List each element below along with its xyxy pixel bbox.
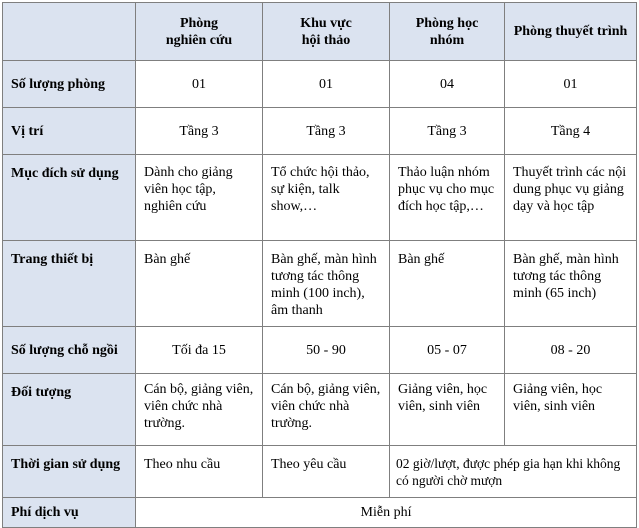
table-cell: Tối đa 15 (136, 327, 263, 374)
table-cell: Tổ chức hội thảo, sự kiện, talk show,… (263, 155, 390, 241)
col-header-group-study-room (390, 3, 505, 61)
row-label-audience: Đối tượng (3, 374, 136, 446)
table-cell: Giảng viên, học viên, sinh viên (505, 374, 637, 446)
table-cell: Bàn ghế (136, 241, 263, 327)
col-header-line: hội thảo (301, 32, 351, 48)
table-cell: 01 (136, 61, 263, 108)
table-cell: 05 - 07 (390, 327, 505, 374)
row-label-room-count: Số lượng phòng (3, 61, 136, 108)
table-cell: Dành cho giảng viên học tập, nghiên cứu (136, 155, 263, 241)
table-cell: Bàn ghế (390, 241, 505, 327)
table-cell: 02 giờ/lượt, được phép gia hạn khi không có người chờ mượn (390, 446, 637, 498)
table-cell: Thảo luận nhóm phục vụ cho mục đích học tập,… (390, 155, 505, 241)
table-cell: 50 - 90 (263, 327, 390, 374)
col-header-conference-area (263, 3, 390, 61)
row-label-location: Vị trí (3, 108, 136, 155)
table-cell: Tầng 3 (136, 108, 263, 155)
col-header-line: nghiên cứu (165, 32, 233, 48)
table-row (3, 374, 637, 446)
table-row (3, 498, 637, 528)
table-cell: Tầng 3 (390, 108, 505, 155)
table-cell: Bàn ghế, màn hình tương tác thông minh (100 inch), âm thanh (263, 241, 390, 327)
table-cell: Theo yêu cầu (263, 446, 390, 498)
table-cell: Giảng viên, học viên, sinh viên (390, 374, 505, 446)
table-cell: Cán bộ, giảng viên, viên chức nhà trường. (136, 374, 263, 446)
table-row (3, 241, 637, 327)
col-header-line: nhóm (429, 32, 465, 48)
table-cell: Bàn ghế, màn hình tương tác thông minh (65 inch) (505, 241, 637, 327)
table-row (3, 446, 637, 498)
row-label-equipment: Trang thiết bị (3, 241, 136, 327)
table-cell: Tầng 3 (263, 108, 390, 155)
header-row (3, 3, 637, 61)
col-header-line: Phòng thuyết trình (513, 24, 628, 39)
table-row (3, 327, 637, 374)
col-header-line: Phòng học (415, 15, 479, 31)
table-cell-fee: Miễn phí (136, 498, 637, 528)
row-label-service-fee: Phí dịch vụ (3, 498, 136, 528)
table-cell: 01 (263, 61, 390, 108)
row-label-purpose: Mục đích sử dụng (3, 155, 136, 241)
row-label-seat-count: Số lượng chỗ ngồi (3, 327, 136, 374)
col-header-research-room (136, 3, 263, 61)
table-cell: Thuyết trình các nội dung phục vụ giảng dạy và học tập (505, 155, 637, 241)
col-header-presentation-room (505, 3, 637, 61)
table-cell: Tầng 4 (505, 108, 637, 155)
table-cell: Cán bộ, giảng viên, viên chức nhà trường. (263, 374, 390, 446)
table-cell: 04 (390, 61, 505, 108)
row-label-usage-time: Thời gian sử dụng (3, 446, 136, 498)
corner-cell (3, 3, 136, 61)
col-header-line: Khu vực (300, 15, 352, 31)
room-info-table (2, 2, 637, 528)
col-header-line: Phòng (179, 15, 219, 31)
table-row (3, 155, 637, 241)
table-cell: Theo nhu cầu (136, 446, 263, 498)
table-row (3, 108, 637, 155)
table-row (3, 61, 637, 108)
table-cell: 08 - 20 (505, 327, 637, 374)
table-cell: 01 (505, 61, 637, 108)
